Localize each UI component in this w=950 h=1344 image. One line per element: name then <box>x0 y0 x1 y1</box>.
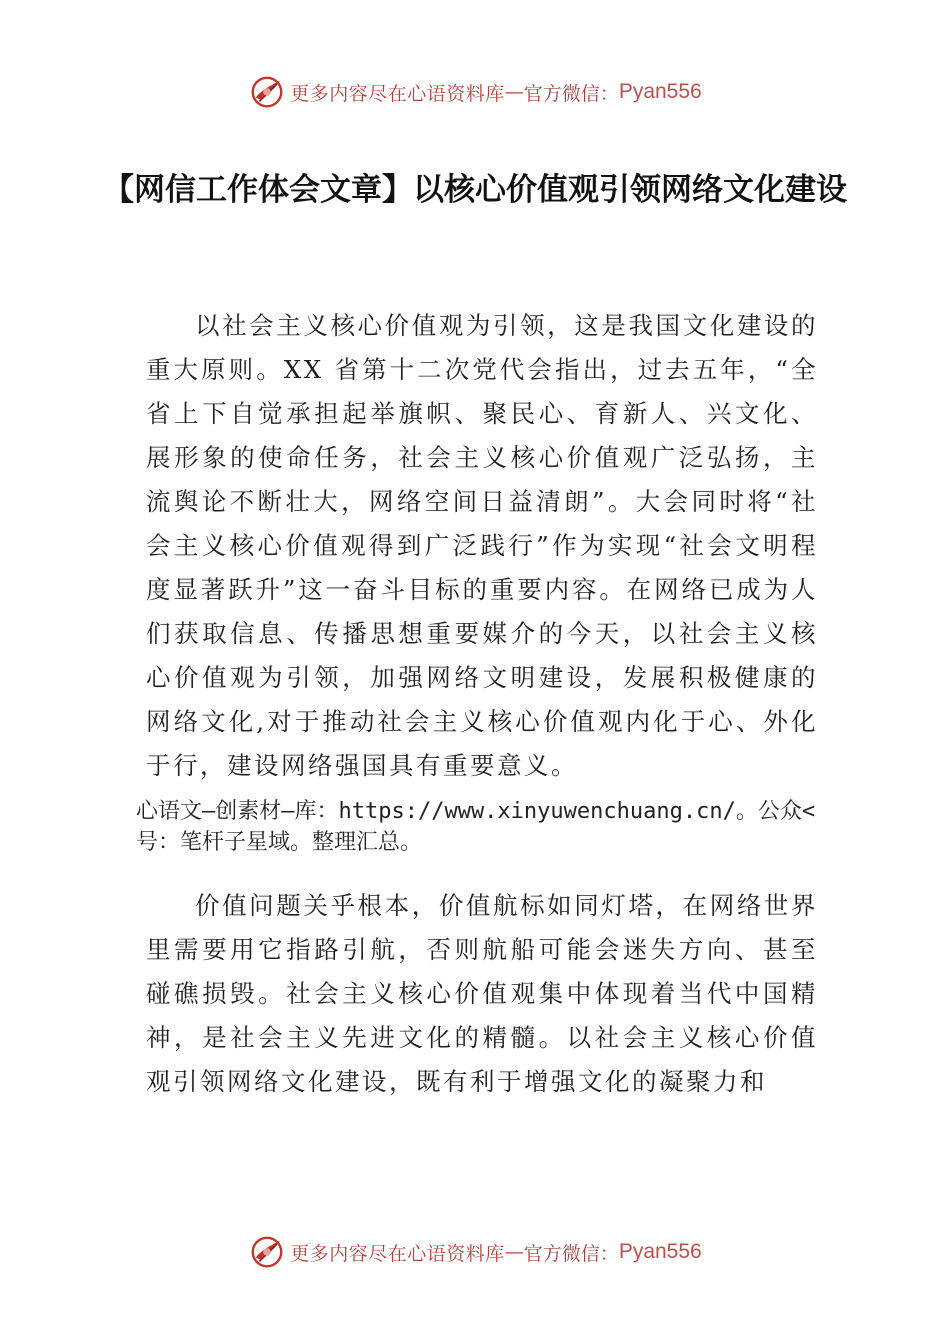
document-title: 【网信工作体会文章】以核心价值观引领网络文化建设 <box>103 172 847 208</box>
logo-icon <box>248 1233 286 1271</box>
wechat-label: 官方微信： <box>523 1242 619 1265</box>
wechat-id: Pyan556 <box>618 1240 702 1263</box>
paragraph-2: 价值问题关乎根本，价值航标如同灯塔，在网络世界里需要用它指路引航，否则航船可能会迷失方向、甚至碰礁损毁。社会主义核心价值观集中体现着当代中国精神，是社会主义先进文化的精髓。以社会主义核心价值观引领网络文化建设，既有利于增强文化的凝聚力和 <box>146 891 818 1096</box>
footer-banner <box>0 1232 950 1272</box>
promo-text: 更多内容尽在心语资料库 <box>290 1242 505 1265</box>
wechat-label: 官方微信： <box>523 82 619 105</box>
promo-text: 更多内容尽在心语资料库 <box>290 82 505 105</box>
paragraph-1: 以社会主义核心价值观为引领，这是我国文化建设的重大原则。XX 省第十二次党代会指出，过去五年，“全省上下自觉承担起举旗帜、聚民心、育新人、兴文化、展形象的使命任务，社会主义核心价值观广泛弘扬，主流舆论不断壮大，网络空间日益清朗”。大会同时将“社会主义核心价值观得到广泛践行”作为实现“社会文明程度显著跃升”这一奋斗目标的重要内容。在网络已成为人们获取信息、传播思想重要媒介的今天，以社会主义核心价值观为引领，加强网络文明建设，发展积极健康的网络文化,对于推动社会主义核心价值观内化于心、外化于行，建设网络强国具有重要意义。 <box>146 311 818 780</box>
header-banner <box>0 72 950 112</box>
wechat-id: Pyan556 <box>618 80 702 103</box>
banner-separator: — <box>504 1241 524 1263</box>
source-note: 心语文—创素材—库：https://www.xinyuwenchuang.cn/。公众<号：笔杆子星域。整理汇总。 <box>136 799 816 855</box>
logo-icon <box>248 73 286 111</box>
banner-separator: — <box>504 81 524 103</box>
